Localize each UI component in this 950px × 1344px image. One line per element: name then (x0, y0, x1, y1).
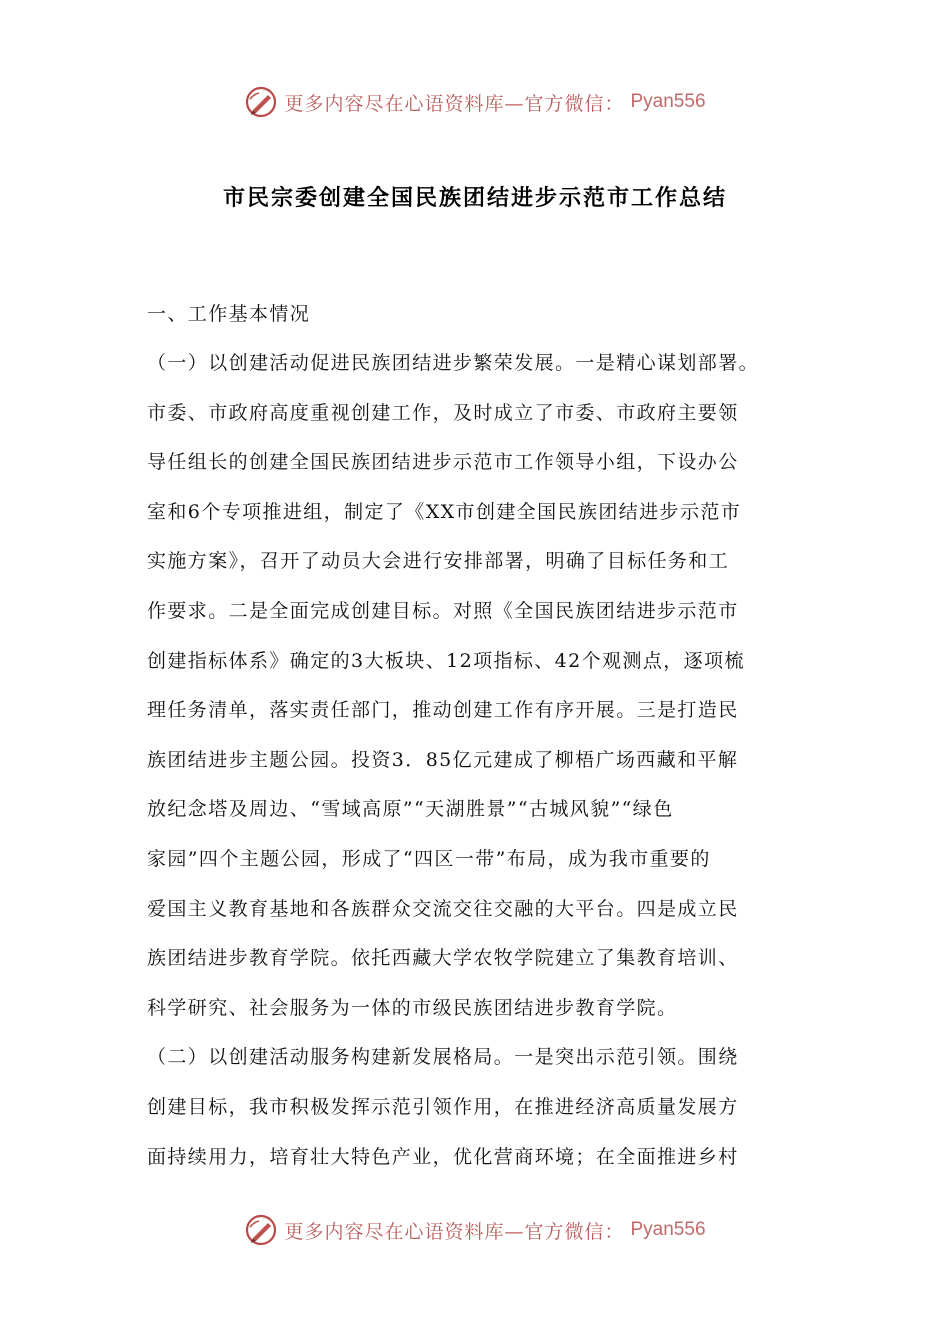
text-line: 导任组长的创建全国民族团结进步示范市工作领导小组，下设办公 (147, 451, 739, 474)
text-line: 放纪念塔及周边、“雪域高原”“天湖胜景”“古城风貌”“绿色 (147, 798, 674, 821)
text-line: 族团结进步主题公园。投资3．85亿元建成了柳梧广场西藏和平解 (147, 748, 739, 771)
text-line: 室和6个专项推进组，制定了《XX市创建全国民族团结进步示范市 (147, 500, 742, 523)
watermark-footer (0, 1208, 950, 1252)
text-line: （二）以创建活动服务构建新发展格局。一是突出示范引领。围绕 (147, 1046, 739, 1069)
section-heading: 一、工作基本情况 (147, 303, 311, 325)
watermark-text: 更多内容尽在心语资料库—官方微信： (284, 92, 625, 115)
watermark-wechat-id: Pyan556 (630, 91, 706, 112)
text-line: 理任务清单，落实责任部门，推动创建工作有序开展。三是打造民 (147, 699, 739, 722)
text-line: （一）以创建活动促进民族团结进步繁荣发展。一是精心谋划部署。 (147, 352, 760, 374)
document-title: 市民宗委创建全国民族团结进步示范市工作总结 (222, 186, 727, 211)
pen-logo-icon (244, 85, 278, 119)
pen-logo-icon (244, 1213, 278, 1247)
text-line: 创建目标，我市积极发挥示范引领作用，在推进经济高质量发展方 (147, 1095, 739, 1118)
text-line: 面持续用力，培育壮大特色产业，优化营商环境；在全面推进乡村 (147, 1145, 739, 1168)
watermark-header (0, 80, 950, 124)
text-line: 家园”四个主题公园，形成了“四区一带”布局，成为我市重要的 (147, 847, 711, 870)
text-line: 作要求。二是全面完成创建目标。对照《全国民族团结进步示范市 (147, 599, 739, 622)
text-line: 市委、市政府高度重视创建工作，及时成立了市委、市政府主要领 (147, 401, 739, 424)
watermark-wechat-id: Pyan556 (630, 1219, 706, 1240)
watermark-text: 更多内容尽在心语资料库—官方微信： (284, 1220, 625, 1243)
text-line: 科学研究、社会服务为一体的市级民族团结进步教育学院。 (147, 996, 678, 1019)
text-line: 创建指标体系》确定的3大板块、12项指标、42个观测点，逐项梳 (147, 649, 745, 672)
text-line: 爱国主义教育基地和各族群众交流交往交融的大平台。四是成立民 (147, 897, 739, 920)
text-line: 族团结进步教育学院。依托西藏大学农牧学院建立了集教育培训、 (147, 947, 739, 970)
body-paragraphs (147, 339, 822, 1182)
text-line: 实施方案》，召开了动员大会进行安排部署，明确了目标任务和工 (147, 550, 730, 573)
